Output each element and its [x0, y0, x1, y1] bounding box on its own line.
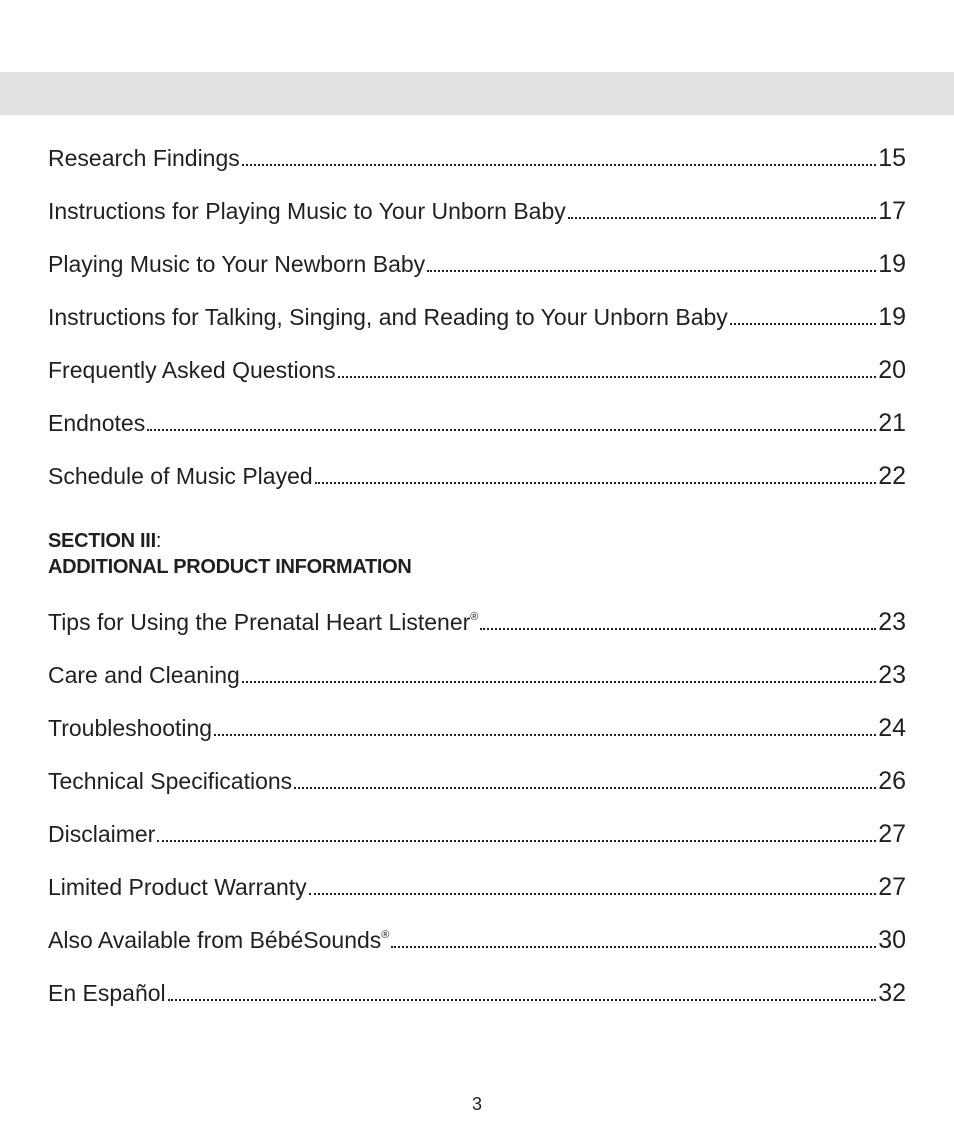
- section-iii-heading: [48, 528, 412, 580]
- toc-entry-also-available[interactable]: [48, 923, 906, 953]
- dot-leader: [568, 217, 876, 219]
- toc-entry-tips-heart-listener[interactable]: [48, 605, 906, 635]
- dot-leader: [427, 270, 876, 272]
- entry-page: 19: [878, 303, 906, 331]
- entry-page: 23: [878, 661, 906, 689]
- entry-page: 19: [878, 250, 906, 278]
- dot-leader: [147, 429, 876, 431]
- dot-leader: [214, 734, 876, 736]
- entry-title: [48, 927, 389, 953]
- toc-entry-troubleshooting[interactable]: [48, 711, 906, 741]
- toc-entry-schedule-of-music[interactable]: [48, 459, 906, 489]
- entry-page: 24: [878, 714, 906, 742]
- entry-page: 32: [878, 979, 906, 1007]
- toc-entry-care-and-cleaning[interactable]: [48, 658, 906, 688]
- entry-title-text: Tips for Using the Prenatal Heart Listener: [48, 609, 471, 635]
- entry-page: 23: [878, 608, 906, 636]
- entry-title: Disclaimer: [48, 821, 156, 847]
- dot-leader: [391, 946, 876, 948]
- entry-title: Playing Music to Your Newborn Baby: [48, 251, 426, 277]
- toc-entry-playing-music-newborn[interactable]: [48, 247, 906, 277]
- entry-title: Frequently Asked Questions: [48, 357, 336, 383]
- section-label: SECTION III: [48, 530, 156, 552]
- entry-title: En Español: [48, 980, 166, 1006]
- toc-entry-en-espanol[interactable]: [48, 976, 906, 1006]
- entry-title: Troubleshooting: [48, 715, 213, 741]
- entry-page: 27: [878, 873, 906, 901]
- dot-leader: [242, 164, 876, 166]
- registered-mark: ®: [381, 929, 390, 941]
- entry-page: 22: [878, 462, 906, 490]
- dot-leader: [309, 893, 877, 895]
- section-title: ADDITIONAL PRODUCT INFORMATION: [48, 556, 412, 578]
- entry-title: Technical Specifications: [48, 768, 293, 794]
- dot-leader: [730, 323, 876, 325]
- entry-page: 30: [878, 926, 906, 954]
- toc-entry-talking-singing-reading[interactable]: [48, 300, 906, 330]
- dot-leader: [338, 376, 877, 378]
- toc-entry-playing-music-unborn[interactable]: [48, 194, 906, 224]
- entry-page: 15: [878, 144, 906, 172]
- dot-leader: [315, 482, 877, 484]
- entry-page: 26: [878, 767, 906, 795]
- dot-leader: [168, 999, 877, 1001]
- registered-mark: ®: [470, 611, 479, 623]
- dot-leader: [480, 628, 876, 630]
- entry-title-text: Also Available from BébéSounds: [48, 927, 382, 953]
- toc-entry-technical-specifications[interactable]: [48, 764, 906, 794]
- entry-page: 27: [878, 820, 906, 848]
- entry-title: Care and Cleaning: [48, 662, 240, 688]
- entry-title: Schedule of Music Played: [48, 463, 313, 489]
- entry-page: 21: [878, 409, 906, 437]
- entry-title: Limited Product Warranty: [48, 874, 307, 900]
- toc-entry-research-findings[interactable]: [48, 141, 906, 171]
- entry-title: Instructions for Playing Music to Your Unborn Baby: [48, 198, 566, 224]
- dot-leader: [294, 787, 876, 789]
- entry-title: [48, 609, 478, 635]
- section-separator: :: [155, 530, 162, 552]
- toc-entry-limited-warranty[interactable]: [48, 870, 906, 900]
- dot-leader: [157, 840, 876, 842]
- toc-entry-disclaimer[interactable]: [48, 817, 906, 847]
- entry-title: Endnotes: [48, 410, 146, 436]
- dot-leader: [242, 681, 876, 683]
- toc-entry-endnotes[interactable]: [48, 406, 906, 436]
- toc-entry-faq[interactable]: [48, 353, 906, 383]
- page-number: 3: [471, 1094, 482, 1114]
- entry-title: Instructions for Talking, Singing, and Reading to Your Unborn Baby: [48, 304, 728, 330]
- entry-page: 20: [878, 356, 906, 384]
- header-band: [0, 72, 954, 115]
- entry-title: Research Findings: [48, 145, 240, 171]
- entry-page: 17: [878, 197, 906, 225]
